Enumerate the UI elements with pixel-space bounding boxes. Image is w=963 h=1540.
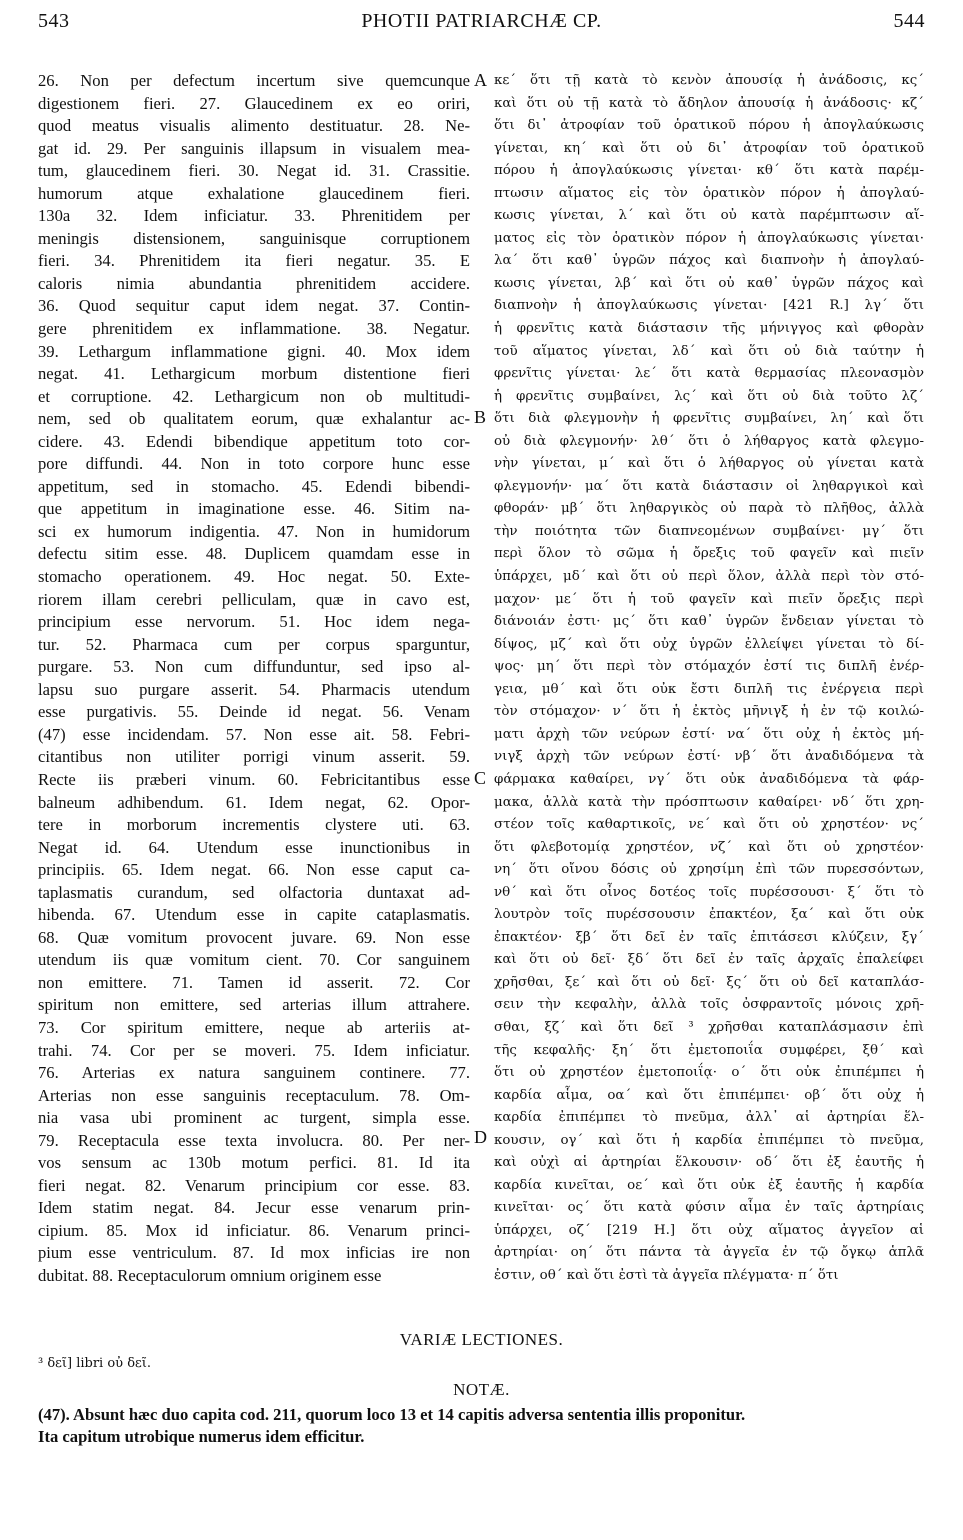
greek-text-line: ἡ φρενῖτις συμβαίνει, λς΄ καὶ ὅτι οὐ διὰ τοῦτο λζ΄ <box>494 388 924 404</box>
greek-text-line: ψος· μη΄ ὅτι περὶ τὸν στόμαχόν ἐστί τις διπλῆ ἐνέρ- <box>494 659 924 675</box>
latin-text-line: sci ex humorum indigentia. 47. Non in humidorum <box>38 521 470 541</box>
greek-text-line: φρενῖτις γίνεται· λε΄ ὅτι κατὰ θερμασίας πλεονασμὸν <box>494 366 924 382</box>
latin-text-line: humorum atque exhalatione glaucedinem fieri. <box>38 183 470 203</box>
greek-text-line: μακα, ἀλλὰ κατὰ τὴν πρόσπτωσιν καθαίρει· νδ΄ ὅτι χρη- <box>494 794 924 810</box>
latin-text-line: defectu sitim esse. 48. Duplicem quamdam esse in <box>38 544 470 564</box>
variae-lectiones-heading: VARIÆ LECTIONES. <box>399 1330 564 1349</box>
greek-text-line: πτωσιν αἵματος εἰς τὸν ὁρατικὸν πόρον ἡ ἀπογλαύ- <box>494 185 924 201</box>
greek-text-line: ἀρτηρίαι· οη΄ ὅτι πάντα τὰ ἀγγεῖα ἐν τῷ ὄγκῳ ἁπλᾶ <box>494 1245 924 1261</box>
latin-text-line: hibenda. 67. Utendum esse in capite cataplasmatis. <box>38 905 470 925</box>
latin-text-line: 26. Non per defectum incertum sive quemcunque <box>38 71 470 90</box>
margin-letter-d: D <box>474 1127 487 1147</box>
greek-text-line: νθ΄ καὶ ὅτι οἶνος δοτέος τοῖς πυρέσσουσι· ξ΄ ὅτι τὸ <box>494 884 924 900</box>
latin-text-line: lapsu suo purgare asserit. 54. Pharmacis utendum <box>38 679 470 699</box>
running-header <box>38 10 925 38</box>
greek-text-line: ματι ἀρχὴ τῶν νεύρων ἐστί· να΄ ὅτι οὐχ ἡ ἐκτὸς μή- <box>494 726 924 742</box>
latin-text-line: gere phrenitidem ex inflammatione. 38. Negatur. <box>38 319 470 339</box>
latin-text-line: utendum iis quæ vomitum cient. 70. Cor sanguinem <box>38 950 470 970</box>
latin-text-line: riorem illam cerebri pelliculam, quæ in cavo est, <box>38 589 470 609</box>
margin-letter-a: A <box>474 70 487 90</box>
greek-text-line: λουτρὸν τοῖς πυρέσσουσιν ἐπακτέον, ξα΄ καὶ ὅτι οὐκ <box>494 907 924 923</box>
latin-text-line: spiritum non emittere, sed arterias illum attrahere. <box>38 995 470 1015</box>
latin-text-line: 73. Cor spiritum emittere, neque ab arteriis at- <box>38 1017 470 1037</box>
margin-letter-c: C <box>474 768 487 788</box>
latin-text-line: Negat id. 64. Utendum esse inunctionibus in <box>38 837 470 857</box>
latin-text-line: nem, sed ob qualitatem eorum, quæ exhalantur ac- <box>38 409 470 429</box>
greek-text-line: δίψος, μζ΄ καὶ ὅτι οὐχ ὑγρῶν ἐλλείψει γίνεται τὸ δί- <box>494 636 924 652</box>
variae-lectiones-entry: ³ δεῖ] libri οὐ δεῖ. <box>38 1356 152 1371</box>
greek-text-line: γίνεται, κη΄ καὶ ὅτι οὐ δι᾽ ἀτροφίαν τοῦ ὁρατικοῦ <box>494 140 924 156</box>
greek-text-line: οὐ διὰ φλεγμονήν· λθ΄ ὅτι ὁ λήθαργος κατὰ φλεγμο- <box>494 433 924 449</box>
latin-text-line: citantibus non utiliter porrigi vinum asserit. 59. <box>38 747 470 767</box>
latin-text-line: non emittere. 71. Tamen id asserit. 72. Cor <box>38 972 470 992</box>
latin-text-line: balneum adhibendum. 61. Idem negat, 62. Opor- <box>38 792 470 812</box>
note-line: Ita capitum utrobique numerus idem efficitur. <box>38 1427 365 1446</box>
latin-text-line: esse purgativis. 55. Deinde id negat. 56. Venam <box>38 702 470 722</box>
greek-text-line: νη΄ ὅτι οἴνου δόσις οὐ χρησίμη ἐπὶ τῶν πυρεσσόντων, <box>494 862 924 878</box>
notae-heading: NOTÆ. <box>453 1380 510 1399</box>
greek-text-line: κουσιν, ογ΄ καὶ ὅτι ἡ καρδία ἐπιπέμπει τὸ πνεῦμα, <box>494 1132 924 1148</box>
latin-text-line: Recte iis præberi vinum. 60. Febricitantibus esse <box>38 769 470 789</box>
greek-text-line: φλεγμονήν· μα΄ ὅτι κατὰ διάστασιν οἱ ληθαργικοὶ καὶ <box>494 478 924 494</box>
latin-text-line: fieri negat. 82. Venarum principium cor esse. 83. <box>38 1175 470 1195</box>
latin-text-line: 79. Receptacula esse texta involucra. 80. Per ner- <box>38 1130 470 1150</box>
greek-text-line: σειν τὴν κεφαλὴν, ἀλλὰ τοῖς ὀσφραντοῖς μόνοις χρῆ- <box>494 997 924 1013</box>
latin-text-line: 36. Quod sequitur caput idem negat. 37. Contin- <box>38 296 470 316</box>
latin-text-line: negat. 41. Lethargicum morbum distentione fieri <box>38 364 470 384</box>
latin-text-line: 76. Arterias ex natura sanguinem continere. 77. <box>38 1063 470 1083</box>
greek-text-line: κωσις γίνεται, λβ΄ καὶ ὅτι οὐ καθ᾽ ὑγρῶν πάχος καὶ <box>494 275 924 291</box>
greek-column <box>494 70 924 1288</box>
latin-text-line: et corruptione. 42. Lethargicum non ob multitudi- <box>38 386 470 406</box>
latin-text-line: Arterias non esse sanguinis receptaculum. 78. Om- <box>38 1085 470 1105</box>
greek-text-line: κινεῖται· ος΄ ὅτι κατὰ φύσιν αἷμα ἐν ταῖς ἀρτηρίαις <box>494 1200 924 1216</box>
greek-text-line: ἐστιν, οθ΄ καὶ ὅτι ἐστὶ τὰ ἀγγεῖα πλέγματα· π΄ ὅτι <box>494 1267 839 1283</box>
greek-text-line: ἡ φρενῖτις κατὰ διάστασιν τῆς μήνιγγος καὶ φθορὰν <box>494 321 924 337</box>
greek-text-line: τὴν ποιότητα τῶν διαπνεομένων συμβαίνει· μγ΄ ὅτι <box>494 523 924 539</box>
greek-text-line: τὸν στόμαχον· ν΄ ὅτι ἡ ἐκτὸς μῆνιγξ ἡ ἐν τῷ κοιλώ- <box>494 704 924 720</box>
latin-text-line: 68. Quæ vomitum provocent juvare. 69. Non esse <box>38 927 470 947</box>
greek-text-line: καὶ οὐχὶ αἱ ἀρτηρίαι ἕλκουσιν· οδ΄ ὅτι ἐξ ἑαυτῆς ἡ <box>494 1155 924 1171</box>
greek-text-line: νιγξ ἀρχὴ τῶν νεύρων ἐστί· νβ΄ ὅτι ἀναδιδόμενα τὰ <box>494 749 924 765</box>
latin-text-line: Idem statim negat. 84. Jecur esse venarum prin- <box>38 1198 470 1218</box>
greek-text-line: κωσις γίνεται, λ΄ καὶ ὅτι οὐ κατὰ παρέμπτωσιν αἵ- <box>494 208 924 224</box>
greek-text-line: φάρμακα καθαίρει, νγ΄ ὅτι οὐκ ἀναδιδόμενα τὰ φάρ- <box>494 771 924 787</box>
greek-text-line: ὅτι δι᾽ ἀτροφίαν τοῦ ὁρατικοῦ πόρου ἡ ἀπογλαύκωσις <box>494 118 924 134</box>
greek-text-line: ὅτι οὐ χρηστέον ἐμετοποιΐᾳ· ο΄ ὅτι οὐκ ἐπιπέμπει ἡ <box>494 1065 924 1081</box>
latin-text-line: principium esse nervorum. 51. Hoc idem nega- <box>38 612 470 632</box>
latin-text-line: digestionem fieri. 27. Glaucedinem ex eo oriri, <box>38 93 470 113</box>
greek-text-line: γεια, μθ΄ καὶ ὅτι οὐκ ἔστι διπλῆ τις ἐνέργεια περὶ <box>494 681 924 697</box>
running-title: PHOTII PATRIARCHÆ CP. <box>361 10 602 32</box>
greek-text-line: καρδία αἷμα, οα΄ καὶ ὅτι ἐπιπέμπει· οβ΄ ὅτι οὐχ ἡ <box>494 1087 924 1103</box>
latin-column <box>38 70 470 1288</box>
latin-text-line: 39. Lethargum inflammatione gigni. 40. Mox idem <box>38 341 470 361</box>
greek-text-line: καὶ ὅτι οὐ τῇ κατὰ τὸ ἄδηλον ἀπουσίᾳ ἡ ἀνάδοσις· κζ΄ <box>494 95 924 111</box>
latin-text-line: nia vasa ubi prominent ac turgent, simpla esse. <box>38 1108 470 1128</box>
latin-text-line: (47) esse incidendam. 57. Non esse ait. 58. Febri- <box>38 724 470 744</box>
greek-text-line: χρῆσθαι, ξε΄ καὶ ὅτι οὐ δεῖ· ξς΄ ὅτι οὐ δεῖ καταπλάσ- <box>494 974 924 990</box>
greek-text-line: νὴν γίνεται, μ΄ καὶ ὅτι ὁ λήθαργος οὐ γίνεται κατὰ <box>494 456 924 472</box>
latin-text-line: purgare. 53. Non cum diffunduntur, sed ipso al- <box>38 657 470 677</box>
greek-text-line: ὅτι φλεβοτομίᾳ χρηστέον, νζ΄ καὶ ὅτι οὐ χρηστέον· <box>494 839 924 855</box>
left-page-number: 543 <box>38 10 70 32</box>
greek-text-line: μαχον· με΄ ὅτι ἡ τοῦ φαγεῖν καὶ πιεῖν ὄρεξις περὶ <box>494 591 924 607</box>
latin-text-line: cidere. 43. Edendi bibendique appetitum toto cor- <box>38 431 470 451</box>
latin-text-line: taplasmatis curandum, sed olfactoria duntaxat ad- <box>38 882 470 902</box>
greek-text-line: καρδία ἐπιπέμπει τὸ πνεῦμα, ἀλλ᾽ αἱ ἀρτηρίαι ἕλ- <box>494 1110 924 1126</box>
greek-text-line: ὑπάρχει, μδ΄ καὶ ὅτι οὐ περὶ ὅλον, ἀλλὰ περὶ τὸν στό- <box>494 569 924 585</box>
latin-text-line: trahi. 74. Cor per se moveri. 75. Idem inficiatur. <box>38 1040 470 1060</box>
latin-text-line: meningis distensionem, sanguinisque corruptionem <box>38 228 470 248</box>
latin-text-line: fieri. 34. Phrenitidem ita fieri negatur. 35. E <box>38 251 470 271</box>
latin-text-line: stomacho operationem. 49. Hoc negat. 50. Exte- <box>38 567 470 587</box>
greek-text-line: τῆς κεφαλῆς· ξη΄ ὅτι ἐμετοποιΐα συμφέρει, ξθ΄ καὶ <box>494 1042 924 1058</box>
greek-text-line: ματος εἰς τὸν ὁρατικὸν πόρον ἡ ἀπογλαύκωσις γίνεται· <box>494 230 924 246</box>
greek-text-line: ἐπακτέον· ξβ΄ ὅτι δεῖ ἐν ταῖς ἐπιτάσεσι κλύζειν, ξγ΄ <box>494 929 924 945</box>
greek-text-line: καὶ ὅτι οὐ δεῖ· ξδ΄ ὅτι δεῖ ἐν ταῖς ἀρχαῖς ἐπαλείφει <box>494 952 924 968</box>
greek-text-line: ὅτι διὰ φλεγμονὴν ἡ φρενῖτις συμβαίνει, λη΄ καὶ ὅτι <box>494 411 924 427</box>
latin-text-line: que appetitum in imaginatione esse. 46. Sitim na- <box>38 499 470 519</box>
latin-text-line: cipium. 85. Mox id inficiatur. 86. Venarum princi- <box>38 1220 470 1240</box>
latin-text-line: dubitat. 88. Receptaculorum omnium originem esse <box>38 1265 382 1285</box>
latin-text-line: vos sensum ac 130b motum perfici. 81. Id ita <box>38 1153 470 1173</box>
greek-text-line: κε΄ ὅτι τῇ κατὰ τὸ κενὸν ἀπουσίᾳ ἡ ἀνάδοσις, κς΄ <box>494 73 924 88</box>
greek-text-line: διάνοιάν ἐστι· μς΄ ὅτι καθ᾽ ὑγρῶν ἔνδειαν γίνεται τὸ <box>494 614 924 630</box>
latin-text-line: quod meatus visualis alimento destituatur. 28. Ne- <box>38 116 470 136</box>
greek-text-line: καρδία κινεῖται, οε΄ καὶ ὅτι οὐκ ἐξ ἑαυτῆς ἡ καρδία <box>494 1177 924 1193</box>
greek-text-line: λα΄ ὅτι καθ᾽ ὑγρῶν πάχος καὶ διαπνοὴν ἡ ἀπογλαύ- <box>494 253 924 269</box>
greek-text-line: διαπνοὴν ἡ ἀπογλαύκωσις γίνεται· [421 R.] λγ΄ ὅτι <box>494 298 924 314</box>
latin-text-line: tum, glaucedinem fieri. 30. Negat id. 31. Crassitie. <box>38 161 470 181</box>
margin-letter-b: B <box>474 407 487 427</box>
latin-text-line: 130a 32. Idem inficiatur. 33. Phrenitidem per <box>38 206 470 226</box>
greek-text-line: στέον τοῖς καθαρτικοῖς, νε΄ καὶ ὅτι οὐ χρηστέον· νς΄ <box>494 817 924 833</box>
latin-text-line: appetitum, sed in stomacho. 45. Edendi bibendi- <box>38 476 470 496</box>
latin-text-line: caloris nimia abundantia phrenitidem accidere. <box>38 273 470 293</box>
greek-text-line: σθαι, ξζ΄ καὶ ὅτι δεῖ ³ χρῆσθαι καταπλάσμασιν ἐπὶ <box>494 1019 924 1035</box>
latin-text-line: tur. 52. Pharmaca cum per corpus sparguntur, <box>38 634 470 654</box>
latin-text-line: tere in morborum incrementis clystere uti. 63. <box>38 815 470 835</box>
latin-text-line: principiis. 65. Idem negat. 66. Non esse caput ca- <box>38 860 470 880</box>
greek-text-line: πόρου ἡ ἀπογλαύκωσις γίνεται· κθ΄ ὅτι κατὰ παρέμ- <box>494 163 924 179</box>
right-page-number: 544 <box>893 10 925 32</box>
greek-text-line: φθοράν· μβ΄ ὅτι ληθαργικὸς οὐ παρὰ τὸ πλῆθος, ἀλλὰ <box>494 501 924 517</box>
latin-text-line: gat id. 29. Per sanguinis illapsum in visualem mea- <box>38 138 470 158</box>
greek-text-line: περὶ ὅλον τὸ σῶμα ἡ ὄρεξις τοῦ φαγεῖν καὶ πιεῖν <box>494 546 924 562</box>
note-line: (47). Absunt hæc duo capita cod. 211, quorum loco 13 et 14 capitis adversa sententia illis proponitur. <box>38 1405 746 1424</box>
greek-text-line: τοῦ αἵματος γίνεται, λδ΄ καὶ ὅτι οὐ διὰ ταύτην ἡ <box>494 343 924 359</box>
greek-text-line: ὑπάρχει, οζ΄ [219 H.] ὅτι οὐχ αἵματος ἀγγεῖον αἱ <box>494 1222 924 1238</box>
latin-text-line: pium esse ventriculum. 87. Id mox inficias ire non <box>38 1243 470 1263</box>
latin-text-line: pore diffundi. 44. Non in toto corpore hunc esse <box>38 454 470 474</box>
